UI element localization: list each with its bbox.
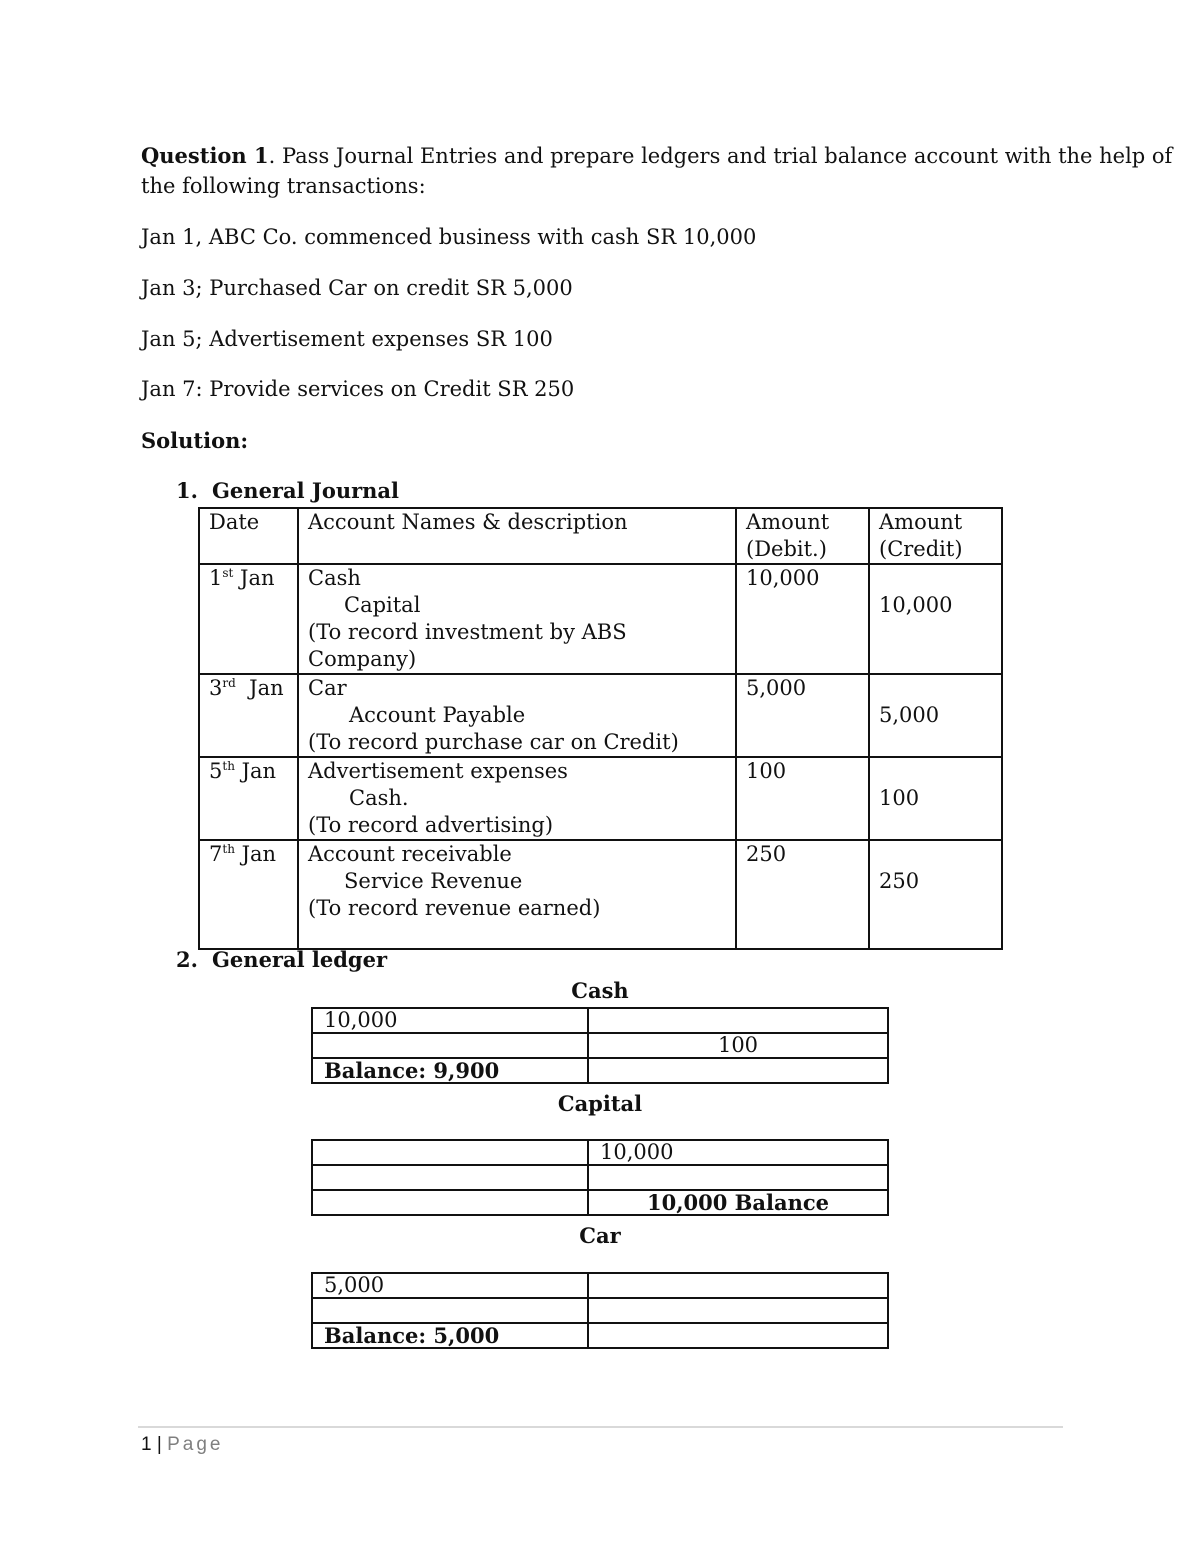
footer-divider (138, 1426, 1063, 1428)
footer-separator: | (156, 1434, 162, 1455)
header-account: Account Names & description (298, 508, 736, 564)
debit-account: Cash (308, 566, 361, 590)
ledger-balance-row (312, 1323, 888, 1348)
date-day: 1 (209, 566, 223, 590)
ledger-balance-row (312, 1058, 888, 1083)
car-account-title: Car (579, 1223, 621, 1248)
ledger-row (312, 1008, 888, 1033)
credit-amount: 250 (879, 869, 920, 893)
journal-credit (869, 840, 1002, 949)
journal-description (298, 564, 736, 674)
journal-debit: 10,000 (736, 564, 869, 674)
journal-row (199, 674, 1002, 757)
header-debit (736, 508, 869, 564)
entry-note: (To record advertising) (308, 813, 554, 837)
credit-account: Account Payable (349, 703, 526, 727)
entry-note: (To record purchase car on Credit) (308, 730, 679, 754)
debit-account: Account receivable (308, 842, 512, 866)
entry-note: (To record investment by ABS Company) (308, 620, 627, 671)
ledger-row (312, 1273, 888, 1298)
ledger-row (312, 1033, 888, 1058)
header-credit-line2: (Credit) (879, 537, 963, 561)
capital-t-account (311, 1139, 889, 1216)
question-line-1 (141, 140, 1172, 172)
ledger-credit-cell (588, 1273, 888, 1298)
cash-balance: Balance: 9,900 (312, 1058, 588, 1083)
date-day: 7 (209, 842, 223, 866)
ledger-debit-cell (312, 1190, 588, 1215)
date-suffix: rd (222, 676, 236, 690)
credit-amount: 100 (879, 786, 920, 810)
date-day: 5 (209, 759, 223, 783)
journal-date (199, 840, 298, 949)
header-debit-line2: (Debit.) (746, 537, 827, 561)
header-credit (869, 508, 1002, 564)
general-journal-table (198, 507, 1003, 950)
question-label: Question 1 (141, 143, 269, 168)
credit-account: Capital (344, 593, 421, 617)
journal-debit: 5,000 (736, 674, 869, 757)
transaction-2: Jan 3; Purchased Car on credit SR 5,000 (141, 276, 573, 300)
journal-heading (176, 477, 399, 505)
header-date: Date (199, 508, 298, 564)
journal-credit (869, 564, 1002, 674)
ledger-credit-cell: 100 (588, 1033, 888, 1058)
date-month: Jan (233, 566, 275, 590)
car-balance: Balance: 5,000 (312, 1323, 588, 1348)
ledger-title: General ledger (212, 947, 388, 972)
date-suffix: th (222, 759, 235, 773)
question-line-2: the following transactions: (141, 174, 426, 198)
credit-account: Cash. (349, 786, 409, 810)
credit-account: Service Revenue (344, 869, 523, 893)
ledger-balance-row (312, 1190, 888, 1215)
cash-t-account (311, 1007, 889, 1084)
ledger-debit-cell: 10,000 (312, 1008, 588, 1033)
journal-number: 1. (176, 478, 198, 503)
cash-account-title: Cash (571, 978, 629, 1003)
journal-credit (869, 757, 1002, 840)
solution-label: Solution: (141, 428, 249, 453)
journal-row (199, 757, 1002, 840)
entry-note: (To record revenue earned) (308, 896, 601, 920)
date-month: Jan (235, 676, 284, 700)
debit-account: Advertisement expenses (308, 759, 568, 783)
ledger-credit-cell: 10,000 (588, 1140, 888, 1165)
transaction-3: Jan 5; Advertisement expenses SR 100 (141, 327, 553, 351)
header-credit-line1: Amount (879, 510, 963, 534)
page-label: Page (167, 1434, 224, 1455)
date-day: 3 (209, 676, 223, 700)
journal-date (199, 674, 298, 757)
ledger-row (312, 1165, 888, 1190)
ledger-debit-cell (312, 1140, 588, 1165)
transaction-1: Jan 1, ABC Co. commenced business with cash SR 10,000 (141, 225, 757, 249)
date-suffix: st (222, 566, 234, 580)
journal-description (298, 840, 736, 949)
ledger-credit-cell (588, 1165, 888, 1190)
ledger-credit-cell (588, 1323, 888, 1348)
journal-debit: 250 (736, 840, 869, 949)
debit-account: Car (308, 676, 347, 700)
question-text: . Pass Journal Entries and prepare ledgers and trial balance account with the help of (268, 144, 1173, 168)
car-t-account (311, 1272, 889, 1349)
date-month: Jan (234, 842, 277, 866)
ledger-debit-cell (312, 1298, 588, 1323)
ledger-debit-cell: 5,000 (312, 1273, 588, 1298)
journal-date (199, 564, 298, 674)
journal-header-row (199, 508, 1002, 564)
journal-row (199, 564, 1002, 674)
journal-title: General Journal (212, 478, 400, 503)
journal-description (298, 674, 736, 757)
ledger-row (312, 1140, 888, 1165)
journal-date (199, 757, 298, 840)
credit-amount: 5,000 (879, 703, 940, 727)
credit-amount: 10,000 (879, 593, 953, 617)
ledger-debit-cell (312, 1033, 588, 1058)
ledger-credit-cell (588, 1298, 888, 1323)
date-suffix: th (222, 842, 235, 856)
journal-row (199, 840, 1002, 949)
capital-balance: 10,000 Balance (588, 1190, 888, 1215)
ledger-debit-cell (312, 1165, 588, 1190)
capital-account-title: Capital (557, 1091, 643, 1116)
ledger-credit-cell (588, 1058, 888, 1083)
journal-credit (869, 674, 1002, 757)
journal-description (298, 757, 736, 840)
transaction-4: Jan 7: Provide services on Credit SR 250 (141, 377, 575, 401)
page-number: 1 (141, 1434, 152, 1455)
journal-debit: 100 (736, 757, 869, 840)
ledger-number: 2. (176, 947, 198, 972)
ledger-credit-cell (588, 1008, 888, 1033)
header-debit-line1: Amount (746, 510, 830, 534)
date-month: Jan (234, 759, 277, 783)
page-footer (141, 1434, 223, 1456)
ledger-row (312, 1298, 888, 1323)
ledger-heading (176, 946, 387, 974)
